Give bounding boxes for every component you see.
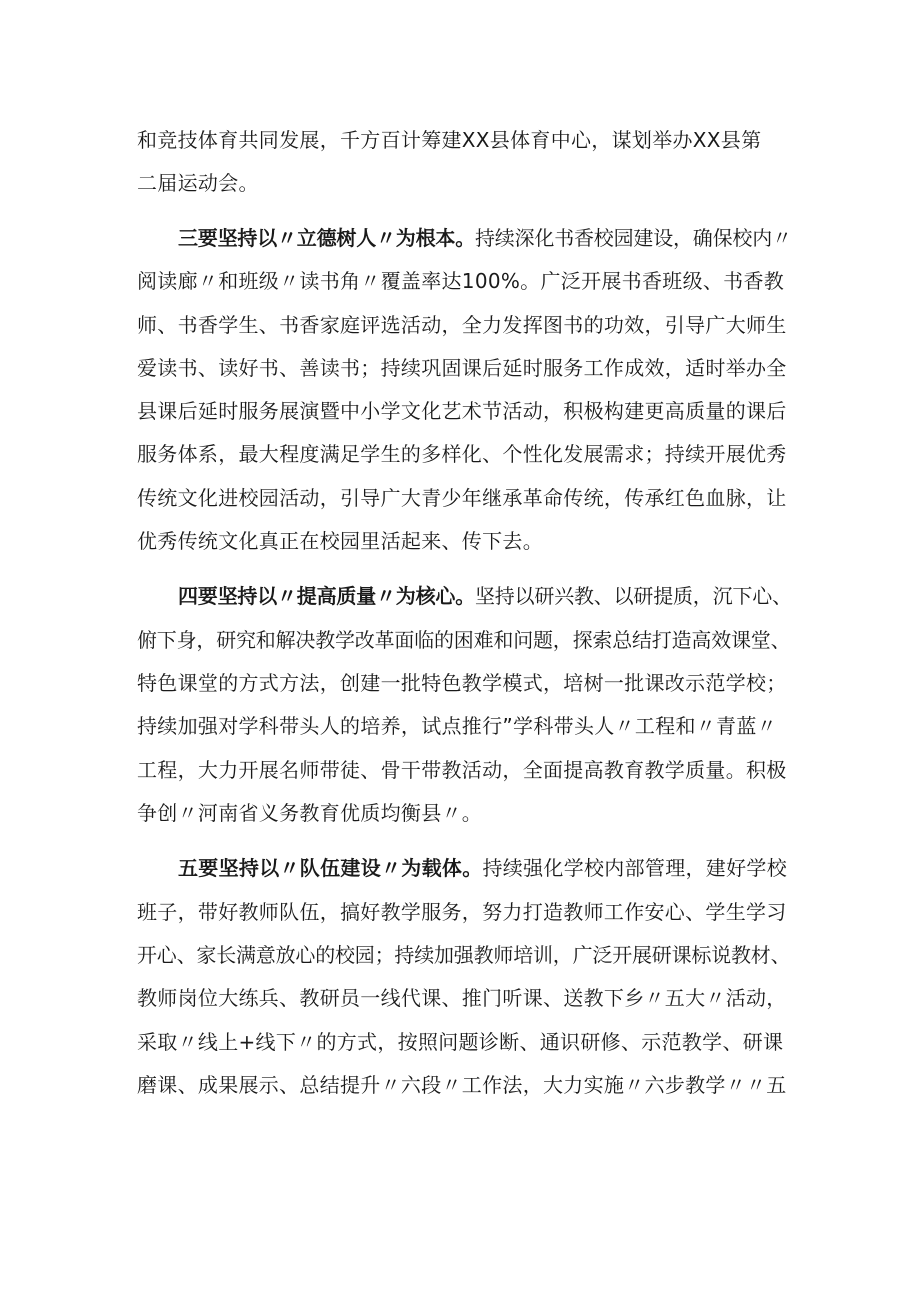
text-segment: 班子，带好教师队伍，搞好教学服务，努力打造教师工作安心、学生学习 bbox=[137, 900, 787, 924]
text-segment: 持续加强对学科带头人的培养，试点推行”学科带头人〃工程和〃青蓝〃 bbox=[137, 714, 777, 738]
paragraph-heading: 五要坚持以〃队伍建设〃为载体。 bbox=[178, 856, 483, 880]
text-segment: 教师岗位大练兵、教研员一线代课、推门听课、送教下乡〃五大〃活动， bbox=[137, 986, 787, 1010]
text-segment: 传统文化进校园活动，引导广大青少年继承革命传统，传承红色血脉，让 bbox=[137, 486, 787, 510]
text-segment: 工程，大力开展名师带徒、骨干带教活动，全面提高教育教学质量。积极 bbox=[137, 758, 787, 782]
text-line bbox=[137, 714, 777, 738]
text-segment: 持续深化书香校园建设，确保校内〃 bbox=[475, 226, 792, 250]
text-line bbox=[137, 128, 761, 152]
text-line bbox=[137, 801, 482, 825]
text-segment: 持续强化学校内部管理，建好学校 bbox=[482, 856, 787, 880]
paragraph-heading: 三要坚持以〃立德树人〃为根本。 bbox=[178, 226, 475, 250]
text-segment: 和竞技体育共同发展，千方百计筹建XX县体育中心，谋划举办XX县第 bbox=[137, 128, 762, 152]
text-line bbox=[137, 758, 787, 782]
text-line bbox=[137, 986, 787, 1010]
text-line bbox=[137, 269, 784, 293]
text-segment: 爱读书、读好书、善读书；持续巩固课后延时服务工作成效，适时举办全 bbox=[137, 356, 787, 380]
text-line bbox=[137, 1030, 783, 1054]
text-segment: 坚持以研兴教、以研提质，沉下心、 bbox=[475, 584, 792, 608]
text-line bbox=[137, 943, 790, 967]
text-line bbox=[137, 671, 787, 695]
text-segment: 阅读廊〃和班级〃读书角〃覆盖率达100%。广泛开展书香班级、书香教 bbox=[137, 269, 785, 293]
text-line bbox=[137, 356, 787, 380]
text-line bbox=[137, 171, 259, 195]
text-segment: 服务体系，最大程度满足学生的多样化、个性化发展需求；持续开展优秀 bbox=[137, 442, 787, 466]
paragraph-heading: 四要坚持以〃提高质量〃为核心。 bbox=[178, 584, 475, 608]
paragraph-heading-line bbox=[178, 226, 792, 250]
text-segment: 磨课、成果展示、总结提升〃六段〃工作法，大力实施〃六步教学〃〃五 bbox=[137, 1073, 787, 1097]
text-segment: 俯下身，研究和解决教学改革面临的困难和问题，探索总结打造高效课堂、 bbox=[137, 628, 791, 652]
text-segment: 师、书香学生、书香家庭评选活动，全力发挥图书的功效，引导广大师生 bbox=[137, 313, 787, 337]
text-line bbox=[137, 313, 787, 337]
text-line bbox=[137, 529, 543, 553]
text-line bbox=[137, 628, 790, 652]
paragraph-heading-line bbox=[178, 584, 792, 608]
text-segment: 县课后延时服务展演暨中小学文化艺术节活动，积极构建更高质量的课后 bbox=[137, 399, 787, 423]
text-segment: 争创〃河南省义务教育优质均衡县〃。 bbox=[137, 801, 483, 825]
text-segment: 开心、家长满意放心的校园；持续加强教师培训，广泛开展研课标说教材、 bbox=[137, 943, 791, 967]
text-line bbox=[137, 399, 787, 423]
text-segment: 优秀传统文化真正在校园里活起来、传下去。 bbox=[137, 529, 543, 553]
text-segment: 二届运动会。 bbox=[137, 171, 259, 195]
text-segment: 特色课堂的方式方法，创建一批特色教学模式，培树一批课改示范学校； bbox=[137, 671, 787, 695]
text-segment: 采取〃线上+线下〃的方式，按照问题诊断、通识研修、示范教学、研课 bbox=[137, 1030, 784, 1054]
text-line bbox=[137, 900, 787, 924]
text-line bbox=[137, 1073, 787, 1097]
text-line bbox=[137, 442, 787, 466]
text-line bbox=[137, 486, 787, 510]
paragraph-heading-line bbox=[178, 856, 787, 880]
